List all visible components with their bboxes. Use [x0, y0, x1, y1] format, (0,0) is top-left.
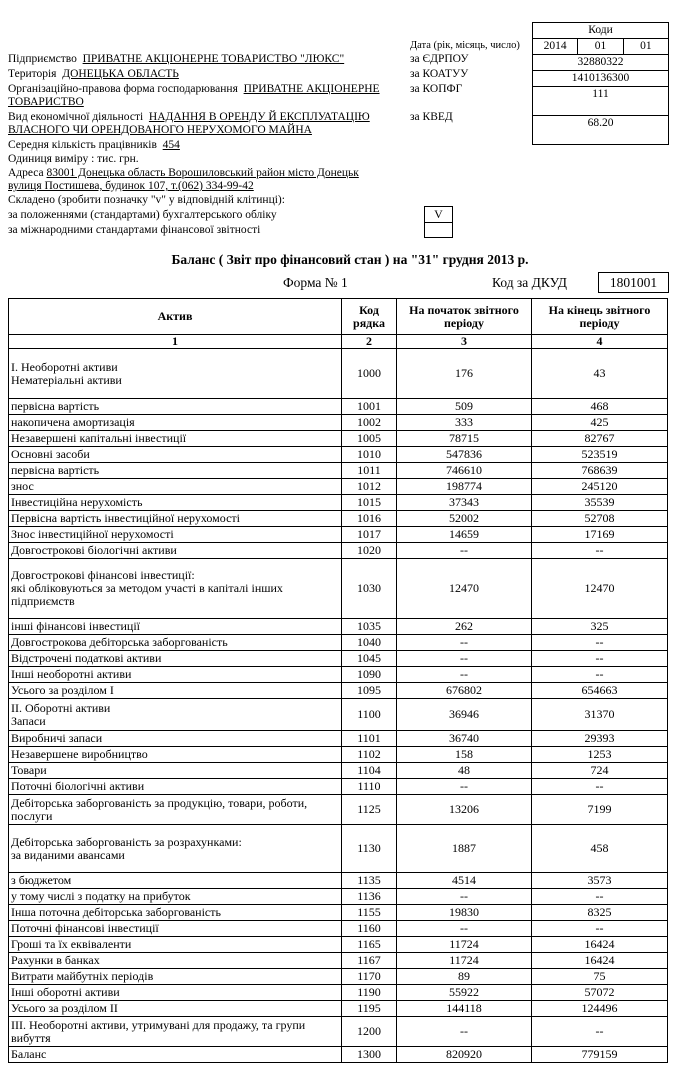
table-row	[9, 667, 668, 683]
row-start-value: --	[397, 667, 532, 683]
row-name: Довгострокова дебіторська заборгованість	[9, 635, 342, 651]
empty-check-cell	[425, 223, 452, 238]
table-row	[9, 683, 668, 699]
row-end-value: 724	[532, 763, 668, 779]
col-number-row	[9, 335, 668, 349]
table-row	[9, 415, 668, 431]
row-name: у тому числі з податку на прибуток	[9, 889, 342, 905]
table-body	[9, 349, 668, 1063]
table-header-row	[9, 299, 668, 335]
row-start-value: 14659	[397, 527, 532, 543]
row-start-value: 37343	[397, 495, 532, 511]
row-end-value: 458	[532, 825, 668, 873]
row-end-value: --	[532, 651, 668, 667]
table-row	[9, 399, 668, 415]
row-end-value: --	[532, 921, 668, 937]
form-label: Форма № 1	[283, 275, 348, 290]
row-code: 1101	[342, 731, 397, 747]
col-number-4: 4	[532, 335, 668, 349]
standard-national-label: за положеннями (стандартами) бухгалтерського обліку	[8, 209, 277, 221]
row-name: Довгострокові фінансові інвестиції: які обліковуються за методом участі в капіталі інших підприємств	[9, 559, 342, 619]
row-end-value: 52708	[532, 511, 668, 527]
date-day: 01	[640, 40, 652, 52]
koatuu-code: 1410136300	[533, 71, 668, 87]
row-code: 1020	[342, 543, 397, 559]
table-row	[9, 1047, 668, 1063]
row-end-value: 75	[532, 969, 668, 985]
compiled-label: Складено (зробити позначку "v" у відповідній клітинці):	[8, 194, 285, 206]
row-end-value: --	[532, 667, 668, 683]
employees-line	[8, 139, 180, 152]
check-mark: V	[425, 207, 452, 223]
row-name: Незавершені капітальні інвестиції	[9, 431, 342, 447]
row-end-value: 35539	[532, 495, 668, 511]
activity-line	[8, 111, 370, 124]
row-name: Витрати майбутніх періодів	[9, 969, 342, 985]
page-title: Баланс ( Звіт про фінансовий стан ) на "31" грудня 2013 р.	[171, 252, 529, 267]
row-end-value: 245120	[532, 479, 668, 495]
col-header-start: На початок звітного періоду	[397, 299, 532, 335]
table-row	[9, 953, 668, 969]
row-name: Гроші та їх еквіваленти	[9, 937, 342, 953]
row-code: 1135	[342, 873, 397, 889]
col-header-asset: Актив	[9, 299, 342, 335]
row-code: 1170	[342, 969, 397, 985]
row-code: 1005	[342, 431, 397, 447]
date-month: 01	[578, 39, 623, 54]
row-end-value: 325	[532, 619, 668, 635]
table-row	[9, 1017, 668, 1047]
row-end-value: 16424	[532, 937, 668, 953]
date-year: 2014	[533, 39, 578, 54]
table-row	[9, 779, 668, 795]
enterprise-line	[8, 53, 344, 66]
row-name: Товари	[9, 763, 342, 779]
col-number-1: 1	[9, 335, 342, 349]
row-start-value: 509	[397, 399, 532, 415]
unit-line: Одиниця виміру : тис. грн.	[8, 153, 139, 165]
row-name: з бюджетом	[9, 873, 342, 889]
row-start-value: 158	[397, 747, 532, 763]
row-name: Основні засоби	[9, 447, 342, 463]
row-name: Дебіторська заборгованість за продукцію, товари, роботи, послуги	[9, 795, 342, 825]
row-start-value: 746610	[397, 463, 532, 479]
row-end-value: --	[532, 1017, 668, 1047]
row-start-value: 4514	[397, 873, 532, 889]
table-row	[9, 463, 668, 479]
row-start-value: --	[397, 1017, 532, 1047]
row-start-value: 676802	[397, 683, 532, 699]
row-name: Рахунки в банках	[9, 953, 342, 969]
row-code: 1130	[342, 825, 397, 873]
row-end-value: 43	[532, 349, 668, 399]
row-code: 1095	[342, 683, 397, 699]
table-row	[9, 635, 668, 651]
territory-value: ДОНЕЦЬКА ОБЛАСТЬ	[62, 68, 179, 80]
row-start-value: --	[397, 921, 532, 937]
row-code: 1010	[342, 447, 397, 463]
row-start-value: --	[397, 543, 532, 559]
table-row	[9, 543, 668, 559]
row-code: 1001	[342, 399, 397, 415]
row-name: Інші оборотні активи	[9, 985, 342, 1001]
row-start-value: 333	[397, 415, 532, 431]
row-name: Усього за розділом ІІ	[9, 1001, 342, 1017]
row-start-value: 11724	[397, 937, 532, 953]
row-end-value: 16424	[532, 953, 668, 969]
dkud-code: 1801001	[598, 272, 669, 293]
row-code: 1155	[342, 905, 397, 921]
balance-table	[8, 298, 668, 1063]
row-code: 1195	[342, 1001, 397, 1017]
activity-value-1: НАДАННЯ В ОРЕНДУ Й ЕКСПЛУАТАЦІЮ	[148, 111, 370, 123]
table-row	[9, 795, 668, 825]
row-end-value: 29393	[532, 731, 668, 747]
row-start-value: --	[397, 889, 532, 905]
activity-value-2: ВЛАСНОГО ЧИ ОРЕНДОВАНОГО НЕРУХОМОГО МАЙНА	[8, 124, 312, 136]
table-row	[9, 349, 668, 399]
row-name: Баланс	[9, 1047, 342, 1063]
row-end-value: 1253	[532, 747, 668, 763]
row-start-value: 55922	[397, 985, 532, 1001]
row-start-value: 13206	[397, 795, 532, 825]
table-row	[9, 873, 668, 889]
row-end-value: 124496	[532, 1001, 668, 1017]
row-code: 1100	[342, 699, 397, 731]
row-end-value: 523519	[532, 447, 668, 463]
address-line	[8, 167, 359, 180]
table-row	[9, 731, 668, 747]
row-start-value: 52002	[397, 511, 532, 527]
row-name: Поточні біологічні активи	[9, 779, 342, 795]
row-code: 1090	[342, 667, 397, 683]
row-code: 1160	[342, 921, 397, 937]
row-start-value: 1887	[397, 825, 532, 873]
row-start-value: --	[397, 779, 532, 795]
row-start-value: --	[397, 651, 532, 667]
employees-value: 454	[162, 139, 180, 151]
row-end-value: 768639	[532, 463, 668, 479]
row-start-value: 36740	[397, 731, 532, 747]
row-code: 1110	[342, 779, 397, 795]
table-row	[9, 905, 668, 921]
table-row	[9, 889, 668, 905]
row-code: 1136	[342, 889, 397, 905]
row-start-value: 820920	[397, 1047, 532, 1063]
date-codes	[533, 39, 668, 55]
row-start-value: 48	[397, 763, 532, 779]
row-name: Поточні фінансові інвестиції	[9, 921, 342, 937]
table-row	[9, 969, 668, 985]
col-header-code: Код рядка	[342, 299, 397, 335]
org-form-value-2: ТОВАРИСТВО	[8, 96, 84, 108]
row-end-value: 82767	[532, 431, 668, 447]
row-start-value: 78715	[397, 431, 532, 447]
row-start-value: 144118	[397, 1001, 532, 1017]
table-row	[9, 495, 668, 511]
row-name: Дебіторська заборгованість за розрахунками: за виданими авансами	[9, 825, 342, 873]
row-code: 1190	[342, 985, 397, 1001]
employees-label: Середня кількість працівників	[8, 139, 157, 151]
row-start-value: 262	[397, 619, 532, 635]
col-number-3: 3	[397, 335, 532, 349]
row-name: Інвестиційна нерухомість	[9, 495, 342, 511]
row-name: накопичена амортизація	[9, 415, 342, 431]
table-row	[9, 479, 668, 495]
row-end-value: 468	[532, 399, 668, 415]
org-form-line	[8, 83, 380, 96]
row-name: Виробничі запаси	[9, 731, 342, 747]
table-row	[9, 447, 668, 463]
table-row	[9, 511, 668, 527]
table-row	[9, 921, 668, 937]
row-end-value: --	[532, 635, 668, 651]
row-name: Інші необоротні активи	[9, 667, 342, 683]
row-code: 1011	[342, 463, 397, 479]
row-code: 1016	[342, 511, 397, 527]
table-row	[9, 747, 668, 763]
row-end-value: 57072	[532, 985, 668, 1001]
row-code: 1125	[342, 795, 397, 825]
row-end-value: 425	[532, 415, 668, 431]
row-start-value: 36946	[397, 699, 532, 731]
table-row	[9, 651, 668, 667]
standards-checkbox	[424, 206, 453, 238]
koatuu-label: за КОАТУУ	[410, 68, 469, 80]
date-label: Дата (рік, місяць, число)	[410, 40, 520, 51]
row-name: Відстрочені податкові активи	[9, 651, 342, 667]
row-code: 1167	[342, 953, 397, 969]
row-name: ІІ. Оборотні активи Запаси	[9, 699, 342, 731]
kved-label: за КВЕД	[410, 111, 453, 123]
row-name: первісна вартість	[9, 399, 342, 415]
row-end-value: 779159	[532, 1047, 668, 1063]
edrpou-label: за ЄДРПОУ	[410, 53, 469, 65]
row-code: 1030	[342, 559, 397, 619]
row-end-value: 31370	[532, 699, 668, 731]
enterprise-value: ПРИВАТНЕ АКЦІОНЕРНЕ ТОВАРИСТВО "ЛЮКС"	[82, 53, 345, 65]
row-code: 1045	[342, 651, 397, 667]
kopfg-label: за КОПФГ	[410, 83, 463, 95]
kved-code: 68.20	[533, 116, 668, 145]
row-end-value: 3573	[532, 873, 668, 889]
row-code: 1017	[342, 527, 397, 543]
table-row	[9, 825, 668, 873]
territory-line	[8, 68, 179, 81]
row-start-value: 12470	[397, 559, 532, 619]
address-label: Адреса	[8, 167, 44, 179]
dkud-label: Код за ДКУД	[492, 275, 567, 290]
row-end-value: --	[532, 779, 668, 795]
standard-international-label: за міжнародними стандартами фінансової звітності	[8, 224, 261, 236]
table-row	[9, 1001, 668, 1017]
row-end-value: 8325	[532, 905, 668, 921]
row-start-value: --	[397, 635, 532, 651]
row-code: 1104	[342, 763, 397, 779]
activity-label: Вид економічної діяльності	[8, 111, 144, 123]
row-start-value: 547836	[397, 447, 532, 463]
table-row	[9, 527, 668, 543]
row-name: І. Необоротні активи Нематеріальні активи	[9, 349, 342, 399]
col-header-end: На кінець звітного періоду	[532, 299, 668, 335]
row-start-value: 176	[397, 349, 532, 399]
row-end-value: 7199	[532, 795, 668, 825]
row-code: 1300	[342, 1047, 397, 1063]
row-code: 1015	[342, 495, 397, 511]
row-name: первісна вартість	[9, 463, 342, 479]
org-form-value-1: ПРИВАТНЕ АКЦІОНЕРНЕ	[243, 83, 380, 95]
row-name: Незавершене виробництво	[9, 747, 342, 763]
territory-label: Територія	[8, 68, 57, 80]
row-start-value: 89	[397, 969, 532, 985]
address-value-2: вулиця Постишева, будинок 107, т.(062) 334-99-42	[8, 180, 254, 192]
col-number-2: 2	[342, 335, 397, 349]
row-end-value: 17169	[532, 527, 668, 543]
row-name: Знос інвестиційної нерухомості	[9, 527, 342, 543]
enterprise-label: Підприємство	[8, 53, 77, 65]
row-name: знос	[9, 479, 342, 495]
row-start-value: 198774	[397, 479, 532, 495]
row-code: 1165	[342, 937, 397, 953]
codes-title: Коди	[533, 23, 668, 39]
row-code: 1012	[342, 479, 397, 495]
row-name: ІІІ. Необоротні активи, утримувані для продажу, та групи вибуття	[9, 1017, 342, 1047]
row-start-value: 19830	[397, 905, 532, 921]
codes-box	[532, 22, 669, 145]
row-code: 1000	[342, 349, 397, 399]
row-name: Усього за розділом І	[9, 683, 342, 699]
row-code: 1200	[342, 1017, 397, 1047]
row-name: Інша поточна дебіторська заборгованість	[9, 905, 342, 921]
row-end-value: 12470	[532, 559, 668, 619]
address-value-1: 83001 Донецька область Ворошиловський район місто Донецьк	[46, 167, 359, 179]
row-code: 1002	[342, 415, 397, 431]
org-form-label: Організаційно-правова форма господарювання	[8, 83, 238, 95]
table-row	[9, 985, 668, 1001]
table-row	[9, 431, 668, 447]
row-code: 1035	[342, 619, 397, 635]
row-start-value: 11724	[397, 953, 532, 969]
row-name: Первісна вартість інвестиційної нерухомості	[9, 511, 342, 527]
kopfg-code: 111	[533, 87, 668, 116]
row-end-value: --	[532, 543, 668, 559]
table-row	[9, 619, 668, 635]
table-row	[9, 763, 668, 779]
row-code: 1102	[342, 747, 397, 763]
row-name: Довгострокові біологічні активи	[9, 543, 342, 559]
row-end-value: 654663	[532, 683, 668, 699]
row-code: 1040	[342, 635, 397, 651]
edrpou-code: 32880322	[533, 55, 668, 71]
table-row	[9, 559, 668, 619]
row-name: інші фінансові інвестиції	[9, 619, 342, 635]
table-row	[9, 937, 668, 953]
row-end-value: --	[532, 889, 668, 905]
table-row	[9, 699, 668, 731]
